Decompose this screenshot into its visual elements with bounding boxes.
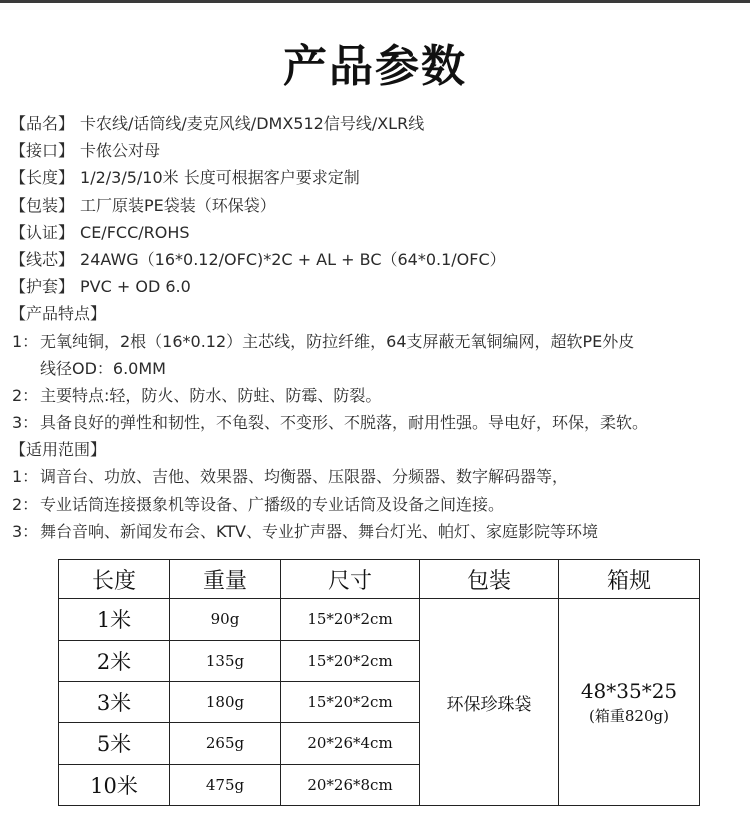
item-number: 3： <box>12 413 39 433</box>
usage-item <box>10 518 745 545</box>
spec-label: 【品名】 <box>10 114 75 133</box>
header-weight: 重量 <box>170 560 281 599</box>
item-text: 主要特点:轻，防火、防水、防蛀、防霉、防裂。 <box>40 385 382 405</box>
header-length: 长度 <box>59 560 170 599</box>
spec-label: 【接口】 <box>10 141 75 161</box>
spec-value: 工厂原装PE袋装（环保袋） <box>80 195 276 215</box>
item-text: 舞台音响、新闻发布会、KTV、专业扩声器、舞台灯光、帕灯、家庭影院等环境 <box>40 521 598 541</box>
cell-length: 3米 <box>59 681 170 722</box>
spec-value: 1/2/3/5/10米 长度可根据客户要求定制 <box>80 168 360 188</box>
cell-length: 10米 <box>59 764 170 805</box>
cell-weight: 265g <box>170 723 281 764</box>
usage-heading: 【适用范围】 <box>10 440 107 460</box>
header-packaging: 包装 <box>420 560 559 599</box>
spec-row-jacket <box>10 273 745 300</box>
spec-label: 【护套】 <box>10 277 75 297</box>
packing-table <box>58 559 700 806</box>
item-number: 2： <box>12 494 39 514</box>
item-text: 专业话筒连接摄象机等设备、广播级的专业话筒及设备之间连接。 <box>40 494 505 514</box>
cell-length: 1米 <box>59 599 170 640</box>
item-number: 3： <box>12 521 39 541</box>
spec-value: 卡侬公对母 <box>80 141 161 161</box>
feature-item <box>10 382 745 409</box>
features-heading: 【产品特点】 <box>10 304 107 324</box>
table-header-row <box>59 560 700 599</box>
cell-weight: 475g <box>170 764 281 805</box>
spec-list <box>10 110 745 545</box>
box-dimensions: 48*35*25 <box>580 678 678 703</box>
header-box: 箱规 <box>559 560 700 599</box>
cell-weight: 135g <box>170 640 281 681</box>
feature-item-continuation: 线径OD：6.0MM <box>40 358 166 378</box>
table-row <box>59 599 700 640</box>
item-number: 1： <box>12 331 39 351</box>
spec-row-connector <box>10 137 745 164</box>
spec-label: 【认证】 <box>10 222 75 242</box>
cell-length: 5米 <box>59 723 170 764</box>
spec-row-certification <box>10 219 745 246</box>
item-text: 调音台、功放、吉他、效果器、均衡器、压限器、分频器、数字解码器等， <box>40 467 569 487</box>
spec-row-name <box>10 110 745 137</box>
cell-box <box>559 599 700 806</box>
item-text: 具备良好的弹性和韧性，不龟裂、不变形、不脱落，耐用性强。导电好，环保，柔软。 <box>40 413 649 433</box>
cell-size: 15*20*2cm <box>281 599 420 640</box>
item-number: 2： <box>12 385 39 405</box>
cell-size: 15*20*2cm <box>281 681 420 722</box>
spec-value: 卡农线/话筒线/麦克风线/DMX512信号线/XLR线 <box>80 114 425 133</box>
cell-weight: 90g <box>170 599 281 640</box>
cell-length: 2米 <box>59 640 170 681</box>
spec-row-packaging <box>10 192 745 219</box>
cell-size: 15*20*2cm <box>281 640 420 681</box>
header-size: 尺寸 <box>281 560 420 599</box>
spec-row-core <box>10 246 745 273</box>
cell-weight: 180g <box>170 681 281 722</box>
cell-packaging: 环保珍珠袋 <box>420 599 559 806</box>
spec-label: 【长度】 <box>10 168 75 188</box>
feature-item <box>10 409 745 436</box>
top-divider <box>0 0 750 3</box>
item-text: 无氧纯铜，2根（16*0.12）主芯线，防拉纤维，64支屏蔽无氧铜编网，超软PE外皮 <box>40 331 635 351</box>
feature-item <box>10 328 745 355</box>
spec-label: 【包装】 <box>10 195 75 215</box>
spec-value: CE/FCC/ROHS <box>80 222 190 242</box>
box-weight: (箱重820g) <box>589 706 669 725</box>
usage-item <box>10 491 745 518</box>
spec-value: PVC + OD 6.0 <box>80 277 191 297</box>
usage-item <box>10 463 745 490</box>
cell-size: 20*26*4cm <box>281 723 420 764</box>
page-title: 产品参数 <box>283 41 467 92</box>
spec-value: 24AWG（16*0.12/OFC)*2C + AL + BC（64*0.1/OFC） <box>80 249 506 269</box>
item-number: 1： <box>12 467 39 487</box>
spec-label: 【线芯】 <box>10 249 75 269</box>
spec-row-length <box>10 164 745 191</box>
cell-size: 20*26*8cm <box>281 764 420 805</box>
